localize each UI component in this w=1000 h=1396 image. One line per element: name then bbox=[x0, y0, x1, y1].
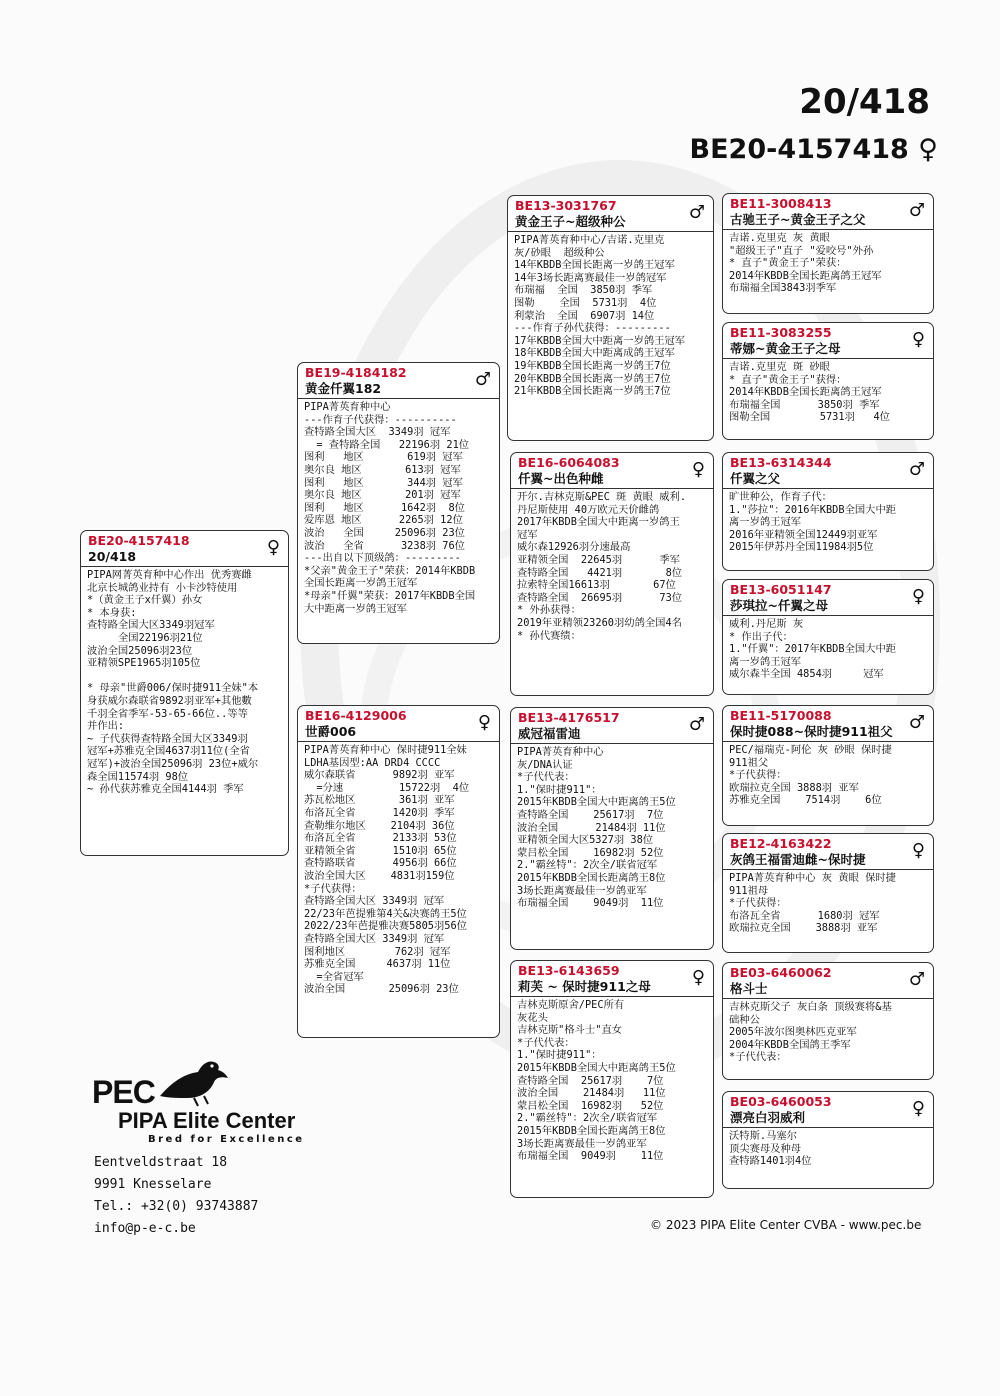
note-line: ---作育子孙代获得：--------- bbox=[514, 322, 671, 335]
note-line: 大中距离一岁鸽王冠军 bbox=[304, 602, 407, 615]
note-line: 冠军)+波治全国25096羽 23位+威尔 bbox=[87, 757, 259, 770]
note-line: ---出自以下顶级鸽：--------- bbox=[304, 552, 461, 565]
note-line: 沃特斯.马塞尔 bbox=[729, 1130, 797, 1142]
note-line: 图勒 全国 5731羽 4位 bbox=[514, 296, 657, 309]
pigeon-logo-icon bbox=[154, 1052, 234, 1110]
note-line: * 直子"黄金王子"荣获： bbox=[729, 257, 847, 270]
note-line: 2."霸丝特"：2次全/联省冠军 bbox=[517, 859, 658, 872]
note-line: 1."莎拉"：2016年KBDB全国大中距 bbox=[729, 503, 897, 516]
ring-number: BE16-4129006 bbox=[305, 708, 407, 723]
logo-tagline: Bred for Excellence bbox=[148, 1134, 305, 1145]
note-line: 17年KBDB全国大中距离一岁鸽王冠军 bbox=[514, 334, 686, 347]
note-line: 威尔森联省 9892羽 亚军 bbox=[304, 769, 455, 782]
note-line: 威利.丹尼斯 灰 bbox=[729, 618, 804, 630]
note-line: 2022/23年芭提雅决赛5805羽56位 bbox=[304, 920, 467, 933]
pigeon-card-sire bbox=[297, 362, 500, 644]
sex-symbol: ♂ bbox=[908, 200, 925, 221]
note-line: PIPA网菁英育种中心作出 优秀赛雌 bbox=[87, 569, 252, 581]
note-line: 图利 地区 619羽 冠军 bbox=[304, 451, 463, 464]
note-line: 威尔森12926羽分速最高 bbox=[517, 541, 631, 554]
pigeon-card-dds bbox=[722, 962, 934, 1080]
pigeon-name: 仟翼~出色种雌 bbox=[518, 471, 604, 486]
note-line: *子代获得： bbox=[729, 897, 787, 910]
pedigree-notes bbox=[723, 1128, 933, 1170]
note-line: 查特路全国大区 3349羽 冠军 bbox=[304, 932, 445, 945]
note-line: PIPA菁英育种中心/吉诺.克里克 bbox=[514, 234, 665, 246]
pigeon-card-subject bbox=[80, 530, 289, 856]
note-line: 欧瑞拉克全国 3888羽 亚军 bbox=[729, 781, 859, 794]
pigeon-card-dss bbox=[722, 705, 934, 826]
address-block bbox=[94, 1152, 258, 1240]
note-line: 布洛瓦全省 1420羽 季军 bbox=[304, 806, 455, 819]
note-line: 18年KBDB全国大中距离成鸽王冠军 bbox=[514, 347, 675, 360]
note-line: 布洛瓦全省 1680羽 冠军 bbox=[729, 909, 880, 922]
note-line: = 查特路全国 22196羽 21位 bbox=[304, 438, 470, 451]
ring-number: BE03-6460053 bbox=[730, 1094, 832, 1109]
sex-symbol: ♂ bbox=[908, 459, 925, 480]
note-line: =分速 15722羽 4位 bbox=[304, 781, 470, 794]
note-line: 14年3场长距离赛最佳一岁鸽冠军 bbox=[514, 271, 667, 284]
pedigree-notes bbox=[723, 870, 933, 937]
note-line: 21年KBDB全国长距离一岁鸽王7位 bbox=[514, 385, 671, 398]
pigeon-card-ddd bbox=[722, 1091, 934, 1189]
ring-number: BE19-4184182 bbox=[305, 365, 407, 380]
pedigree-notes bbox=[723, 742, 933, 809]
sex-symbol: ♀ bbox=[477, 712, 491, 733]
note-line: *父亲"黄金王子"荣获：2014年KBDB bbox=[304, 564, 476, 577]
pigeon-card-dam-sire bbox=[510, 707, 714, 950]
note-line: 911祖父 bbox=[729, 756, 769, 769]
note-line: 冠军 bbox=[517, 528, 538, 541]
note-line: PIPA菁英育种中心 bbox=[517, 746, 604, 758]
note-line: * 直子"黄金王子"获得： bbox=[729, 373, 847, 386]
ring-number: BE20-4157418 bbox=[88, 533, 190, 548]
pigeon-name: 莉芙 ~ 保时捷911之母 bbox=[518, 979, 651, 994]
pigeon-name: 黄金王子~超级种公 bbox=[515, 214, 626, 229]
note-line: 奥尔良 地区 613羽 冠军 bbox=[304, 463, 461, 476]
note-line: *母亲"仟翼"荣获：2017年KBDB全国 bbox=[304, 589, 476, 602]
note-line: 19年KBDB全国长距离一岁鸽王7位 bbox=[514, 359, 671, 372]
sex-symbol: ♂ bbox=[688, 202, 705, 223]
note-line: 拉索特全国16613羽 67位 bbox=[517, 579, 676, 592]
note-line: 欧瑞拉克全国 3888羽 亚军 bbox=[729, 922, 878, 935]
note-line: "超级王子"直子 "爱咬号"外孙 bbox=[729, 244, 874, 257]
note-line: 2015年KBDB全国大中距离鸽王5位 bbox=[517, 796, 676, 809]
note-line: 2014年KBDB全国长距离鸽王冠军 bbox=[729, 269, 882, 282]
note-line: 千羽全省季军-53-65-66位..等等 bbox=[87, 707, 248, 720]
pedigree-notes bbox=[723, 999, 933, 1066]
note-line: 布瑞福全国 9049羽 11位 bbox=[517, 897, 664, 910]
note-line bbox=[87, 670, 282, 683]
note-line: 波治全国大区 4831羽159位 bbox=[304, 869, 455, 882]
note-line: 吉林克斯父子 灰白条 顶级赛将&基 bbox=[729, 1001, 892, 1013]
note-line: 全国长距离一岁鸽王冠军 bbox=[304, 577, 418, 590]
note-line: 查特路全国大区 3349羽 冠军 bbox=[304, 895, 445, 908]
note-line: 查特路全国 25617羽 7位 bbox=[517, 1074, 664, 1087]
note-line: 吉诺.克里克 灰 黄眼 bbox=[729, 232, 830, 244]
sex-symbol: ♂ bbox=[908, 712, 925, 733]
ring-number: BE13-6051147 bbox=[730, 582, 832, 597]
pigeon-name: 世爵006 bbox=[305, 724, 357, 739]
ring-number: BE11-3008413 bbox=[730, 196, 832, 211]
sex-symbol: ♂ bbox=[908, 969, 925, 990]
note-line: 20年KBDB全国长距离一岁鸽王7位 bbox=[514, 372, 671, 385]
note-line: * 作出子代： bbox=[729, 630, 793, 643]
pigeon-card-sss bbox=[722, 193, 934, 314]
note-line: 利蒙治 全国 6907羽 14位 bbox=[514, 309, 655, 322]
note-line: 2015年KBDB全国长距离鸽王8位 bbox=[517, 871, 666, 884]
note-line: 苏瓦松地区 361羽 亚军 bbox=[304, 794, 455, 807]
pigeon-card-dsd bbox=[722, 833, 934, 953]
note-line: ---作育子代获得：---------- bbox=[304, 413, 457, 426]
note-line: 布瑞福全国 3850羽 季军 bbox=[729, 398, 880, 411]
note-line: 波治全国25096羽23位 bbox=[87, 644, 193, 657]
pigeon-name: 莎琪拉~仟翼之母 bbox=[730, 598, 828, 613]
note-line: *子代代表： bbox=[517, 1036, 575, 1049]
note-line: 查特路全国 25617羽 7位 bbox=[517, 808, 664, 821]
note-line: 布洛瓦全省 2133羽 53位 bbox=[304, 832, 457, 845]
pedigree-notes bbox=[723, 359, 933, 426]
pigeon-name: 古驰王子~黄金王子之父 bbox=[730, 212, 866, 227]
note-line: 灰花头 bbox=[517, 1011, 548, 1024]
pedigree-notes bbox=[81, 567, 288, 798]
sex-symbol: ♀ bbox=[911, 1098, 925, 1119]
note-line: 布瑞福 全国 3850羽 季军 bbox=[514, 284, 653, 297]
pigeon-name: 20/418 bbox=[88, 549, 137, 564]
pigeon-name: 威冠福雷迪 bbox=[518, 726, 581, 741]
note-line: PIPA菁英育种中心 bbox=[304, 401, 391, 413]
note-line: 查勒维尔地区 2104羽 36位 bbox=[304, 819, 455, 832]
note-line: 波治全国 25096羽 23位 bbox=[304, 983, 459, 996]
pigeon-card-dam bbox=[297, 705, 500, 1038]
note-line: 蒙吕松全国 16982羽 52位 bbox=[517, 1099, 664, 1112]
note-line: 灰/DNA认证 bbox=[517, 758, 573, 771]
pigeon-name: 灰鸽王福雷迪雌~保时捷 bbox=[730, 852, 866, 867]
ring-number: BE13-4176517 bbox=[518, 710, 620, 725]
note-line: 查特路1401羽4位 bbox=[729, 1155, 812, 1168]
pedigree-notes bbox=[508, 232, 713, 400]
sex-symbol: ♀ bbox=[266, 537, 280, 558]
note-line: 爱库恩 地区 2265羽 12位 bbox=[304, 514, 463, 527]
note-line: 苏雅克全国 4637羽 11位 bbox=[304, 958, 451, 971]
note-line: 丹尼斯使用 40万欧元天价雌鸽 bbox=[517, 503, 660, 516]
note-line: LDHA基因型:AA DRD4 CCCC bbox=[304, 756, 441, 769]
pedigree-notes bbox=[723, 230, 933, 297]
note-line: 2016年亚精领全国12449羽亚军 bbox=[729, 528, 878, 541]
ring-number: BE03-6460062 bbox=[730, 965, 832, 980]
pigeon-name: 保时捷088~保时捷911祖父 bbox=[730, 724, 893, 739]
ring-number: BE13-3031767 bbox=[515, 198, 617, 213]
note-line: ~ 子代获得查特路全国大区3349羽 bbox=[87, 732, 248, 745]
sex-symbol: ♀ bbox=[691, 459, 705, 480]
pigeon-card-sdd bbox=[722, 579, 934, 695]
pigeon-number: 20/418 bbox=[799, 82, 930, 122]
note-line: 3场长距离赛最佳一岁鸽亚军 bbox=[517, 884, 647, 897]
sex-symbol: ♀ bbox=[911, 586, 925, 607]
note-line: 吉诺.克里克 斑 砂眼 bbox=[729, 361, 830, 373]
address-email: info@p-e-c.be bbox=[94, 1221, 196, 1236]
note-line: 北京长城鸽业持有 小卡沙特使用 bbox=[87, 581, 238, 594]
pigeon-name: 蒂娜~黄金王子之母 bbox=[730, 341, 841, 356]
note-line: 吉林克斯原舍/PEC所有 bbox=[517, 999, 625, 1011]
note-line: 2017年KBDB全国大中距离一岁鸽王 bbox=[517, 516, 680, 529]
note-line: * 外孙获得： bbox=[517, 604, 581, 617]
note-line: 图利 地区 344羽 冠军 bbox=[304, 476, 463, 489]
note-line: 身获威尔森联省9892羽亚军+其他數 bbox=[87, 694, 252, 707]
ring-number: BE12-4163422 bbox=[730, 836, 832, 851]
note-line: 2015年KBDB全国长距离鸽王8位 bbox=[517, 1124, 666, 1137]
pedigree-notes bbox=[511, 489, 713, 644]
note-line: 蒙吕松全国 16982羽 52位 bbox=[517, 846, 664, 859]
copyright: © 2023 PIPA Elite Center CVBA - www.pec.be bbox=[650, 1218, 922, 1232]
note-line: 旷世种公，作育子代： bbox=[729, 491, 832, 503]
note-line: 亚精领全省 1510羽 65位 bbox=[304, 844, 457, 857]
note-line: 波治 全国 25096羽 23位 bbox=[304, 526, 465, 539]
note-line: 亚精领全国大区5327羽 38位 bbox=[517, 834, 654, 847]
note-line: 2014年KBDB全国长距离鸽王冠军 bbox=[729, 386, 882, 399]
logo-pec-text: PEC bbox=[92, 1074, 155, 1110]
note-line: 图利地区 762羽 冠军 bbox=[304, 945, 451, 958]
pedigree-notes bbox=[298, 399, 499, 617]
note-line: 2019年亚精领23260羽幼鸽全国4名 bbox=[517, 616, 682, 629]
ring-number: BE11-3083255 bbox=[730, 325, 832, 340]
note-line: 森全国11574羽 98位 bbox=[87, 770, 189, 783]
pigeon-name: 漂亮白羽威利 bbox=[730, 1110, 806, 1125]
pedigree-notes bbox=[511, 997, 713, 1165]
pigeon-name: 仟翼之父 bbox=[730, 471, 781, 486]
note-line: * 母亲"世爵006/保时捷911全妹"本 bbox=[87, 682, 259, 695]
note-line: 3场长距离赛最佳一岁鸽亚军 bbox=[517, 1137, 647, 1150]
note-line: *子代获得： bbox=[729, 769, 787, 782]
note-line: 苏雅克全国 7514羽 6位 bbox=[729, 794, 882, 807]
note-line: 图勒全国 5731羽 4位 bbox=[729, 411, 890, 424]
ring-number: BE13-6314344 bbox=[730, 455, 832, 470]
note-line: ~ 孙代获苏雅克全国4144羽 季军 bbox=[87, 783, 244, 796]
note-line: 奥尔良 地区 201羽 冠军 bbox=[304, 489, 461, 502]
note-line: *子代代表： bbox=[517, 771, 575, 784]
address-phone: Tel.: +32(0) 93743887 bbox=[94, 1199, 259, 1214]
note-line: PEC/福瑞克-阿伦 灰 砂眼 保时捷 bbox=[729, 744, 892, 756]
pedigree-notes bbox=[298, 742, 499, 998]
ring-number: BE13-6143659 bbox=[518, 963, 620, 978]
pedigree-notes bbox=[511, 744, 713, 912]
sex-symbol: ♀ bbox=[911, 840, 925, 861]
note-line: 冠军+苏雅克全国4637羽11位(全省 bbox=[87, 745, 250, 758]
note-line: PIPA菁英育种中心 保时捷911全妹 bbox=[304, 744, 467, 756]
address-street: Eentveldstraat 18 bbox=[94, 1155, 228, 1170]
sex-symbol: ♂ bbox=[474, 369, 491, 390]
pigeon-name: 黄金仟翼182 bbox=[305, 381, 382, 396]
pigeon-card-ssd bbox=[722, 322, 934, 440]
pigeon-card-dam-dam bbox=[510, 960, 714, 1198]
ring-number: BE11-5170088 bbox=[730, 708, 832, 723]
note-line: 灰/砂眼 超级种公 bbox=[514, 246, 605, 259]
note-line: =全省冠军 bbox=[304, 970, 364, 983]
note-line: 顶尖赛母及种母 bbox=[729, 1142, 802, 1155]
sex-symbol: ♂ bbox=[688, 714, 705, 735]
pedigree-notes bbox=[723, 616, 933, 683]
note-line: 并作出: bbox=[87, 720, 125, 733]
note-line: 开尔.吉林克斯&PEC 斑 黄眼 威利. bbox=[517, 491, 687, 503]
note-line: 2015年KBDB全国大中距离鸽王5位 bbox=[517, 1061, 676, 1074]
note-line: 2004年KBDB全国鸽王季军 bbox=[729, 1038, 851, 1051]
note-line: 2015年伊苏丹全国11984羽5位 bbox=[729, 541, 874, 554]
note-line: 图利 地区 1642羽 8位 bbox=[304, 501, 465, 514]
note-line: 波治全国 21484羽 11位 bbox=[517, 1087, 666, 1100]
pigeon-name: 格斗士 bbox=[730, 981, 768, 996]
note-line: 吉林克斯"格斗士"直女 bbox=[517, 1024, 623, 1037]
note-line: * 孙代赛绩： bbox=[517, 629, 581, 642]
note-line: * 本身获: bbox=[87, 606, 137, 619]
address-city: 9991 Knesselare bbox=[94, 1177, 212, 1192]
note-line: 14年KBDB全国长距离一岁鸽王冠军 bbox=[514, 259, 675, 272]
sex-symbol: ♀ bbox=[911, 329, 925, 350]
note-line: 础种公 bbox=[729, 1013, 760, 1026]
pedigree-notes bbox=[723, 489, 933, 556]
note-line: 1."保时捷911"： bbox=[517, 783, 602, 796]
note-line: 离一岁鸽王冠军 bbox=[729, 516, 802, 529]
note-line: 查特路全国 4421羽 8位 bbox=[517, 566, 683, 579]
note-line: 查特路全国大区3349羽冠军 bbox=[87, 619, 215, 632]
note-line: *子代代表： bbox=[729, 1051, 787, 1064]
note-line: 波治全国 21484羽 11位 bbox=[517, 821, 666, 834]
sex-symbol: ♀ bbox=[691, 967, 705, 988]
note-line: 22/23年芭提雅第4关&决赛鸽王5位 bbox=[304, 907, 467, 920]
note-line: 亚精领全国 22645羽 季军 bbox=[517, 553, 680, 566]
note-line: 亚精领SPE1965羽105位 bbox=[87, 657, 201, 670]
note-line: 查特路联省 4956羽 66位 bbox=[304, 857, 457, 870]
note-line: 查特路全国 26695羽 73位 bbox=[517, 591, 683, 604]
note-line: 威尔森半全国 4854羽 冠军 bbox=[729, 668, 884, 681]
note-line: 全国22196羽21位 bbox=[87, 631, 203, 644]
note-line: 911祖母 bbox=[729, 884, 769, 897]
note-line: PIPA菁英育种中心 灰 黄眼 保时捷 bbox=[729, 872, 896, 884]
note-line: *（黄金王子x仟翼）孙女 bbox=[87, 594, 203, 607]
pigeon-ring-number: BE20-4157418 ♀ bbox=[689, 134, 938, 165]
note-line: 布瑞福全国3843羽季军 bbox=[729, 282, 837, 295]
note-line: 离一岁鸽王冠军 bbox=[729, 655, 802, 668]
pigeon-card-sire-sire bbox=[507, 195, 714, 441]
pigeon-card-sds bbox=[722, 452, 934, 571]
note-line: 1."仟翼"：2017年KBDB全国大中距 bbox=[729, 643, 897, 656]
logo-elite-text: PIPA Elite Center bbox=[118, 1108, 296, 1133]
note-line: 布瑞福全国 9049羽 11位 bbox=[517, 1150, 664, 1163]
note-line: 1."保时捷911"： bbox=[517, 1049, 602, 1062]
note-line: *子代获得： bbox=[304, 882, 362, 895]
pec-logo bbox=[92, 1052, 322, 1152]
note-line: 2005年波尔图奥林匹克亚军 bbox=[729, 1026, 857, 1039]
note-line: 波治 全省 3238羽 76位 bbox=[304, 539, 465, 552]
note-line: 查特路全国大区 3349羽 冠军 bbox=[304, 426, 451, 439]
note-line: 2."霸丝特"：2次全/联省冠军 bbox=[517, 1112, 658, 1125]
ring-number: BE16-6064083 bbox=[518, 455, 620, 470]
pigeon-card-sire-dam bbox=[510, 452, 714, 696]
